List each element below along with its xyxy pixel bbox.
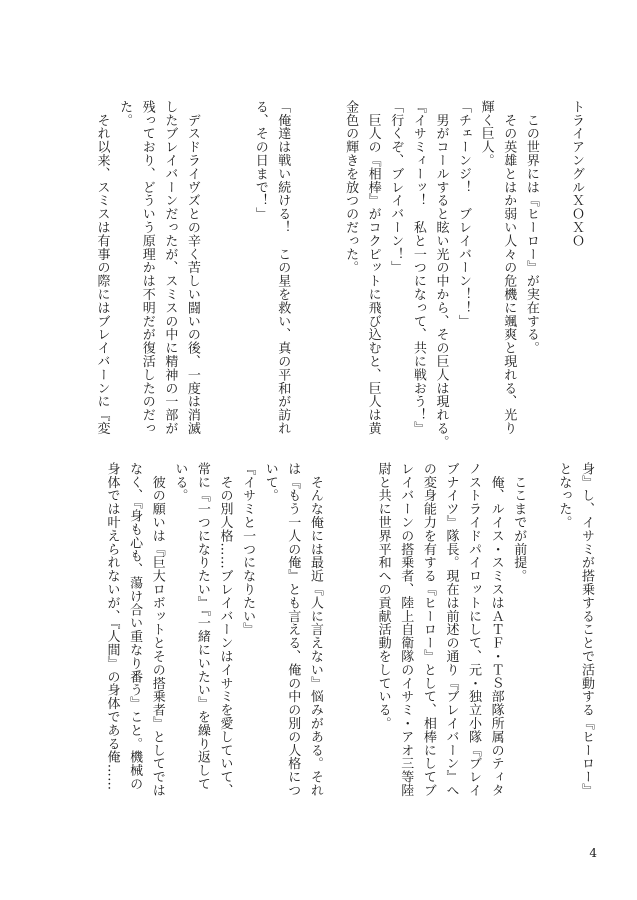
text-line: ブナイツ』隊長。現在は前述の通り『ブレイバーン』へ — [443, 462, 459, 797]
text-line: 「行くぞ、ブレイバーン！」 — [388, 100, 404, 275]
text-line: 男がコールすると眩い光の中から、その巨人は現れる。 — [433, 100, 449, 449]
text-line — [529, 462, 552, 842]
text-line — [293, 100, 316, 470]
text-line: 金色の輝きを放つのだった。 — [343, 100, 359, 275]
text-line: 『イサミと一つになりたい』 — [240, 462, 256, 637]
text-line: 輝く巨人。 — [478, 100, 494, 167]
text-line — [316, 100, 339, 470]
text-line: そんな俺には最近『人に言えない』悩みがある。それ — [307, 462, 323, 797]
text-line: 彼の願いは『巨大ロボットとその搭乗者』としてでは — [149, 462, 165, 797]
text-line: その英雄とはか弱い人々の危機に颯爽と現れる、光り — [501, 100, 517, 435]
text-line: 尉と共に世界平和への貢献活動をしている。 — [375, 462, 391, 730]
text-line: その別人格……ブレイバーンはイサミを愛していて、 — [217, 462, 233, 797]
text-line — [542, 100, 565, 470]
text-line — [203, 100, 226, 470]
text-line: 残っており、どういう原理かは不明だが復活したのだっ — [139, 100, 155, 435]
text-line: 巨人の『相棒』がコクピットに飛び込むと、巨人は黄 — [365, 100, 381, 435]
text-line: 身』し、イサミが搭乗することで活動する『ヒーロー』 — [579, 462, 594, 797]
text-line: ノストライドパイロットにして、元・独立小隊『ブレイ — [466, 462, 482, 797]
text-line — [226, 100, 249, 470]
text-line: 「チェーンジ！ ブレイバーン！！」 — [456, 100, 472, 328]
text-line: の変身能力を有する『ヒーロー』として、相棒にしてブ — [420, 462, 436, 797]
text-line: それ以来、スミスは有事の際にはブレイバーンに『変 — [94, 100, 110, 435]
text-line: ここまでが前提。 — [511, 462, 527, 583]
text-line: た。 — [117, 100, 133, 127]
text-line: 『イサミィーッ！ 私と一つになって、共に戦おう！』 — [410, 100, 426, 435]
text-line: 俺、ルイス・スミスはＡＴＦ・ＴＳ部隊所属のティタ — [488, 462, 504, 797]
text-line: デスドライヴズとの辛く苦しい闘いの後、一度は消滅 — [184, 100, 200, 435]
text-line: この世界には『ヒーロー』が実在する。 — [523, 100, 539, 355]
text-line: は『もう一人の俺』とも言える、俺の中の別の人格につ — [285, 462, 301, 797]
text-line: なく、『身も心も、蕩け合い重なり番う』こと。機械の — [127, 462, 143, 791]
bottom-text-block — [100, 462, 597, 842]
text-line — [348, 462, 371, 842]
page-number: 4 — [589, 846, 597, 860]
text-line: る、その日まで！」 — [252, 100, 268, 221]
top-text-block — [90, 100, 587, 470]
text-line: となった。 — [556, 462, 572, 529]
text-line: トライアングルＸＯＸＯ — [569, 100, 584, 248]
text-line: いて。 — [262, 462, 278, 503]
text-line: 身体では叶えられないが、『人間』の身体である俺…… — [104, 462, 120, 791]
text-line: 「俺達は戦い続ける！ この星を救い、真の平和が訪れ — [275, 100, 291, 435]
text-line: レイバーンの搭乗者、陸上自衛隊のイサミ・アオ三等陸 — [398, 462, 414, 797]
text-line: したブレイバーンだったが、スミスの中に精神の一部が — [162, 100, 178, 435]
text-line — [326, 462, 349, 842]
text-line: いる。 — [172, 462, 188, 503]
text-line: 常に『一つになりたい』『一緒にいたい』を繰り返して — [194, 462, 210, 791]
